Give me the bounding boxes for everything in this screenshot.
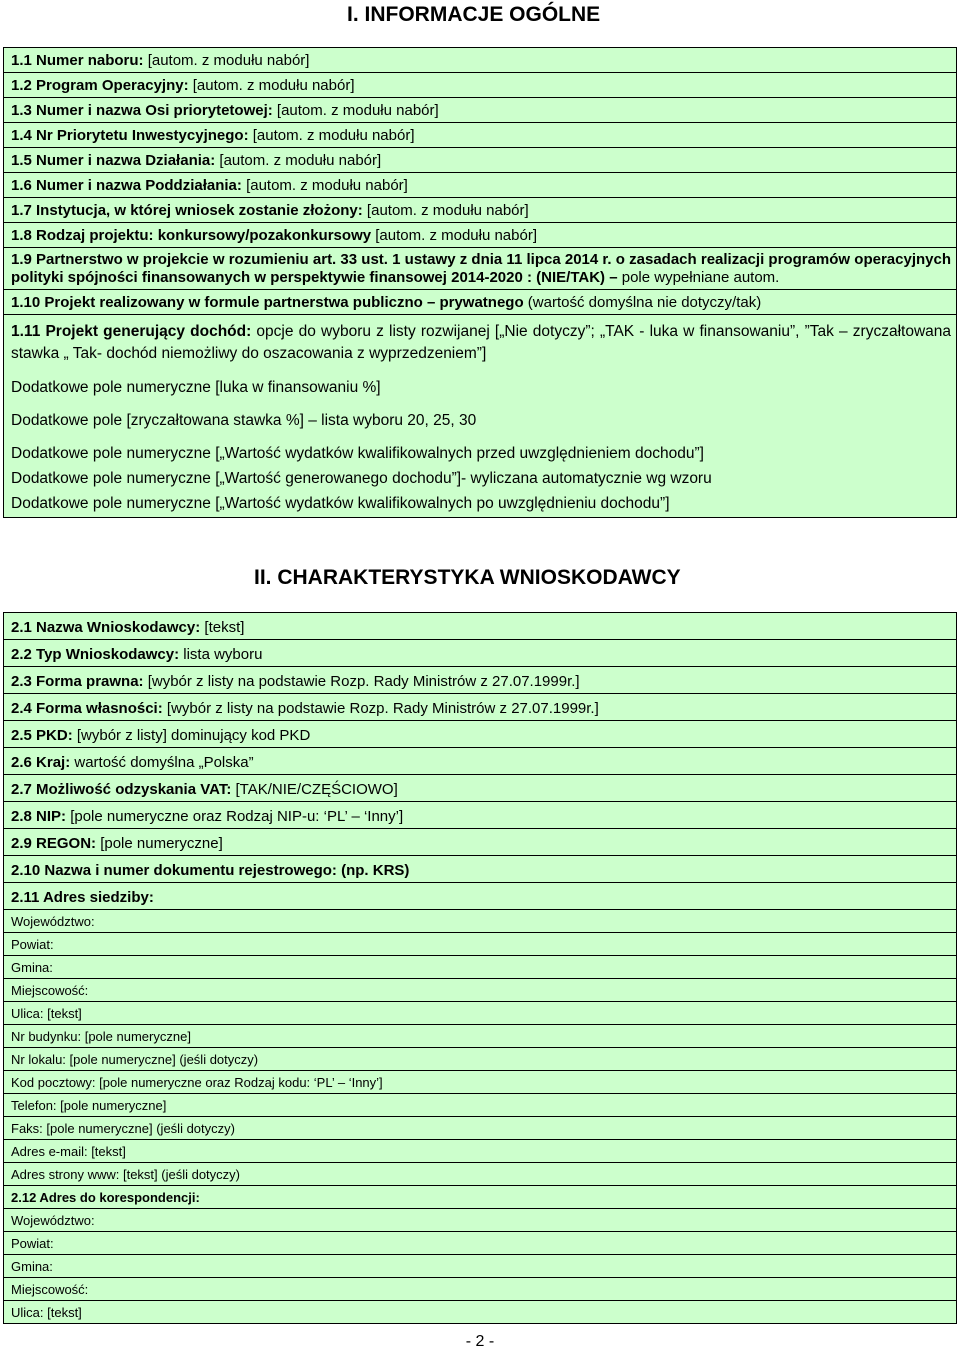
applicant-panel bbox=[3, 612, 957, 1324]
corr-county: Powiat: bbox=[4, 1232, 956, 1255]
row-2-11: 2.11 Adres siedziby: bbox=[4, 883, 956, 910]
address-city: Miejscowość: bbox=[4, 979, 956, 1002]
address-unit-no: Nr lokalu: [pole numeryczne] (jeśli dotyczy) bbox=[4, 1048, 956, 1071]
row-2-1: 2.1 Nazwa Wnioskodawcy: [tekst] bbox=[4, 613, 956, 640]
row-2-12: 2.12 Adres do korespondencji: bbox=[4, 1186, 956, 1209]
page-number: - 2 - bbox=[465, 1333, 495, 1350]
address-email: Adres e-mail: [tekst] bbox=[4, 1140, 956, 1163]
address-commune: Gmina: bbox=[4, 956, 956, 979]
row-2-3: 2.3 Forma prawna: [wybór z listy na podstawie Rozp. Rady Ministrów z 27.07.1999r.] bbox=[4, 667, 956, 694]
address-voivodeship: Województwo: bbox=[4, 910, 956, 933]
address-county: Powiat: bbox=[4, 933, 956, 956]
row-1-11: 1.11 Projekt generujący dochód: opcje do wyboru z listy rozwijanej [„Nie dotyczy”; „TAK - luka w finansowaniu”, ”Tak – zryczałtowana stawka „ Tak- dochód niemożliwy do oszacowania z wyprzedzeniem”] Dodatkowe pole numeryczne [luka w finansowaniu %] Dodatkowe pole [zryczałtowana stawka %] – lista wyboru 20, 25, 30 Dodatkowe pole numeryczne [„Wartość wydatków kwalifikowalnych przed uwzględnieniem dochodu”] Dodatkowe pole numeryczne [„Wartość generowanego dochodu”]- wyliczana automatycznie wg wzoru Dodatkowe pole numeryczne [„Wartość wydatków kwalifikowalnych po uwzględnieniu dochodu”] bbox=[4, 315, 956, 517]
address-postal-code: Kod pocztowy: [pole numeryczne oraz Rodzaj kodu: ‘PL’ – ‘Inny’] bbox=[4, 1071, 956, 1094]
row-1-9: 1.9 Partnerstwo w projekcie w rozumieniu art. 33 ust. 1 ustawy z dnia 11 lipca 2014 r. o zasadach realizacji programów operacyjnych polityki spójności finansowanych w perspektywie finansowej 2014-2020 : (NIE/TAK) – pole wypełniane autom. bbox=[4, 248, 956, 290]
corr-commune: Gmina: bbox=[4, 1255, 956, 1278]
section-1-title: I. INFORMACJE OGÓLNE bbox=[347, 3, 601, 26]
general-info-panel bbox=[3, 47, 957, 518]
address-website: Adres strony www: [tekst] (jeśli dotyczy) bbox=[4, 1163, 956, 1186]
eligible-before-field: Dodatkowe pole numeryczne [„Wartość wydatków kwalifikowalnych przed uwzględnieniem dochodu”] bbox=[11, 445, 704, 462]
row-1-4: 1.4 Nr Priorytetu Inwestycyjnego: [autom. z modułu nabór] bbox=[4, 123, 956, 148]
address-phone: Telefon: [pole numeryczne] bbox=[4, 1094, 956, 1117]
row-1-10: 1.10 Projekt realizowany w formule partnerstwa publiczno – prywatnego (wartość domyślna nie dotyczy/tak) bbox=[4, 290, 956, 315]
address-street: Ulica: [tekst] bbox=[4, 1002, 956, 1025]
address-fax: Faks: [pole numeryczne] (jeśli dotyczy) bbox=[4, 1117, 956, 1140]
eligible-after-field: Dodatkowe pole numeryczne [„Wartość wydatków kwalifikowalnych po uwzględnieniu dochodu”] bbox=[11, 495, 670, 512]
row-1-5: 1.5 Numer i nazwa Działania: [autom. z modułu nabór] bbox=[4, 148, 956, 173]
row-2-7: 2.7 Możliwość odzyskania VAT: [TAK/NIE/CZĘŚCIOWO] bbox=[4, 775, 956, 802]
income-gap-field: Dodatkowe pole numeryczne [luka w finansowaniu %] bbox=[11, 379, 381, 396]
corr-city: Miejscowość: bbox=[4, 1278, 956, 1301]
row-1-1: 1.1 Numer naboru: [autom. z modułu nabór] bbox=[4, 48, 956, 73]
address-building-no: Nr budynku: [pole numeryczne] bbox=[4, 1025, 956, 1048]
row-2-10: 2.10 Nazwa i numer dokumentu rejestrowego: (np. KRS) bbox=[4, 856, 956, 883]
row-1-6: 1.6 Numer i nazwa Poddziałania: [autom. z modułu nabór] bbox=[4, 173, 956, 198]
row-2-5: 2.5 PKD: [wybór z listy] dominujący kod PKD bbox=[4, 721, 956, 748]
row-2-2: 2.2 Typ Wnioskodawcy: lista wyboru bbox=[4, 640, 956, 667]
row-1-2: 1.2 Program Operacyjny: [autom. z modułu nabór] bbox=[4, 73, 956, 98]
section-2-title: II. CHARAKTERYSTYKA WNIOSKODAWCY bbox=[254, 566, 681, 589]
row-1-3: 1.3 Numer i nazwa Osi priorytetowej: [autom. z modułu nabór] bbox=[4, 98, 956, 123]
corr-street: Ulica: [tekst] bbox=[11, 1305, 82, 1320]
row-1-7: 1.7 Instytucja, w której wniosek zostanie złożony: [autom. z modułu nabór] bbox=[4, 198, 956, 223]
row-1-8: 1.8 Rodzaj projektu: konkursowy/pozakonkursowy [autom. z modułu nabór] bbox=[4, 223, 956, 248]
row-2-8: 2.8 NIP: [pole numeryczne oraz Rodzaj NIP-u: ‘PL’ – ‘Inny’] bbox=[4, 802, 956, 829]
row-2-6: 2.6 Kraj: wartość domyślna „Polska” bbox=[4, 748, 956, 775]
generated-income-field: Dodatkowe pole numeryczne [„Wartość generowanego dochodu”]- wyliczana automatycznie wg wzoru bbox=[11, 470, 712, 487]
flat-rate-field: Dodatkowe pole [zryczałtowana stawka %] – lista wyboru 20, 25, 30 bbox=[11, 412, 477, 429]
row-2-9: 2.9 REGON: [pole numeryczne] bbox=[4, 829, 956, 856]
row-2-4: 2.4 Forma własności: [wybór z listy na podstawie Rozp. Rady Ministrów z 27.07.1999r.] bbox=[4, 694, 956, 721]
corr-voivodeship: Województwo: bbox=[4, 1209, 956, 1232]
